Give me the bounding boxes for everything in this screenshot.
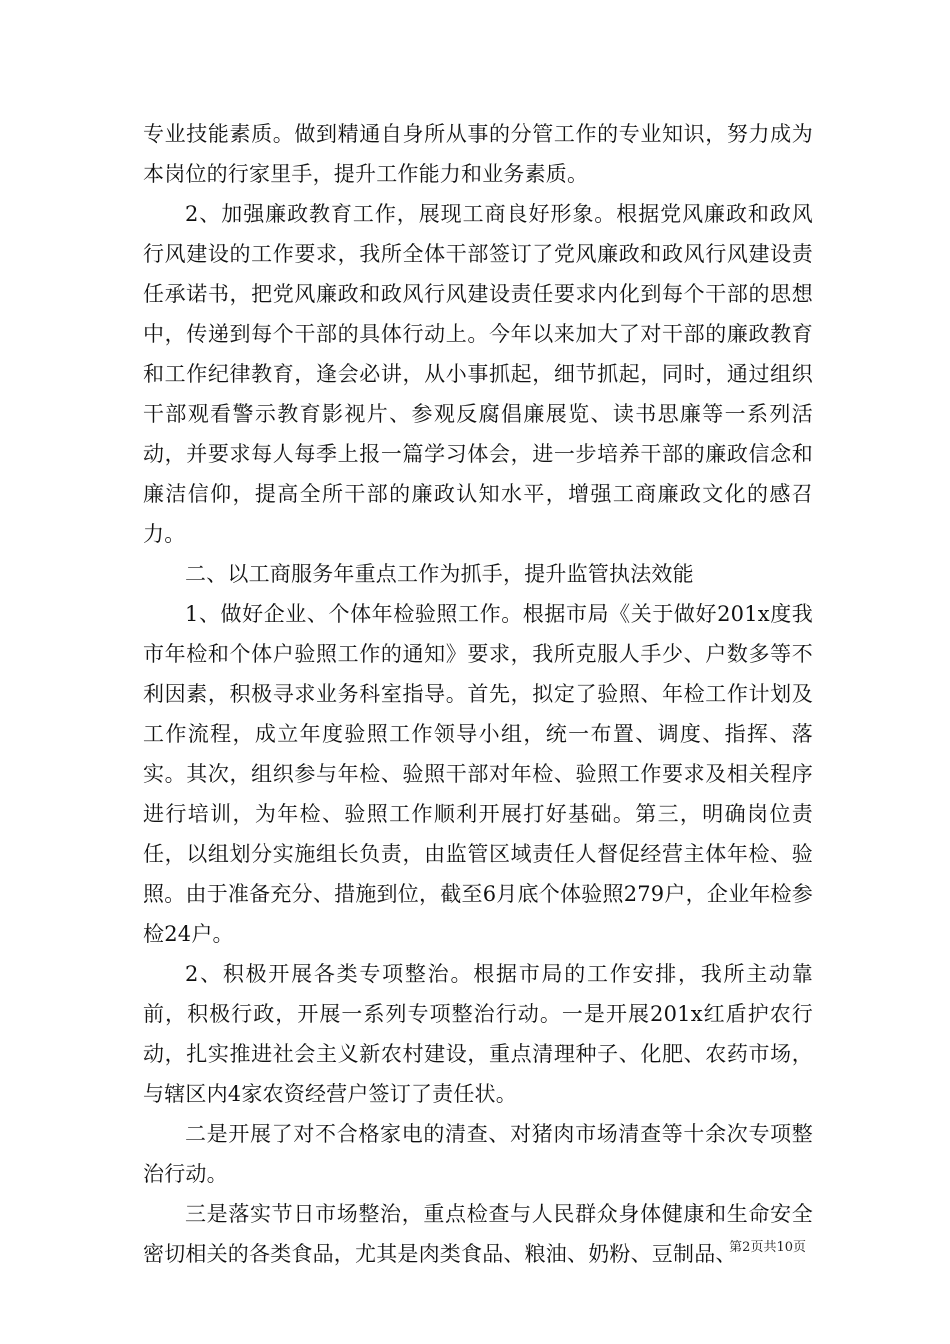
- document-body: [143, 114, 813, 1274]
- paragraph-2: 2、加强廉政教育工作，展现工商良好形象。根据党风廉政和政风行风建设的工作要求，我所全体干部签订了党风廉政和政风行风建设责任承诺书，把党风廉政和政风行风建设责任要求内化到每个干部的思想中，传递到每个干部的具体行动上。今年以来加大了对干部的廉政教育和工作纪律教育，逢会必讲，从小事抓起，细节抓起，同时，通过组织干部观看警示教育影视片、参观反腐倡廉展览、读书思廉等一系列活动，并要求每人每季上报一篇学习体会，进一步培养干部的廉政信念和廉洁信仰，提高全所干部的廉政认知水平，增强工商廉政文化的感召力。: [143, 202, 813, 546]
- paragraph-1: 专业技能素质。做到精通自身所从事的分管工作的专业知识，努力成为本岗位的行家里手，提升工作能力和业务素质。: [143, 122, 813, 186]
- paragraph-4: 2、积极开展各类专项整治。根据市局的工作安排，我所主动靠前，积极行政，开展一系列专项整治行动。一是开展201x红盾护农行动，扎实推进社会主义新农村建设，重点清理种子、化肥、农药市场，与辖区内4家农资经营户签订了责任状。: [143, 962, 813, 1106]
- paragraph-6: 三是落实节日市场整治，重点检查与人民群众身体健康和生命安全密切相关的各类食品，尤其是肉类食品、粮油、奶粉、豆制品、: [143, 1202, 813, 1266]
- section-heading: 二、以工商服务年重点工作为抓手，提升监管执法效能: [185, 562, 694, 586]
- paragraph-5: 二是开展了对不合格家电的清查、对猪肉市场清查等十余次专项整治行动。: [143, 1122, 813, 1186]
- paragraph-3: 1、做好企业、个体年检验照工作。根据市局《关于做好201x度我市年检和个体户验照工作的通知》要求，我所克服人手少、户数多等不利因素，积极寻求业务科室指导。首先，拟定了验照、年检工作计划及工作流程，成立年度验照工作领导小组，统一布置、调度、指挥、落实。其次，组织参与年检、验照干部对年检、验照工作要求及相关程序进行培训，为年检、验照工作顺利开展打好基础。第三，明确岗位责任，以组划分实施组长负责，由监管区域责任人督促经营主体年检、验照。由于准备充分、措施到位，截至6月底个体验照279户，企业年检参检24户。: [143, 602, 813, 946]
- page-number: 第2页共10页: [729, 1240, 806, 1255]
